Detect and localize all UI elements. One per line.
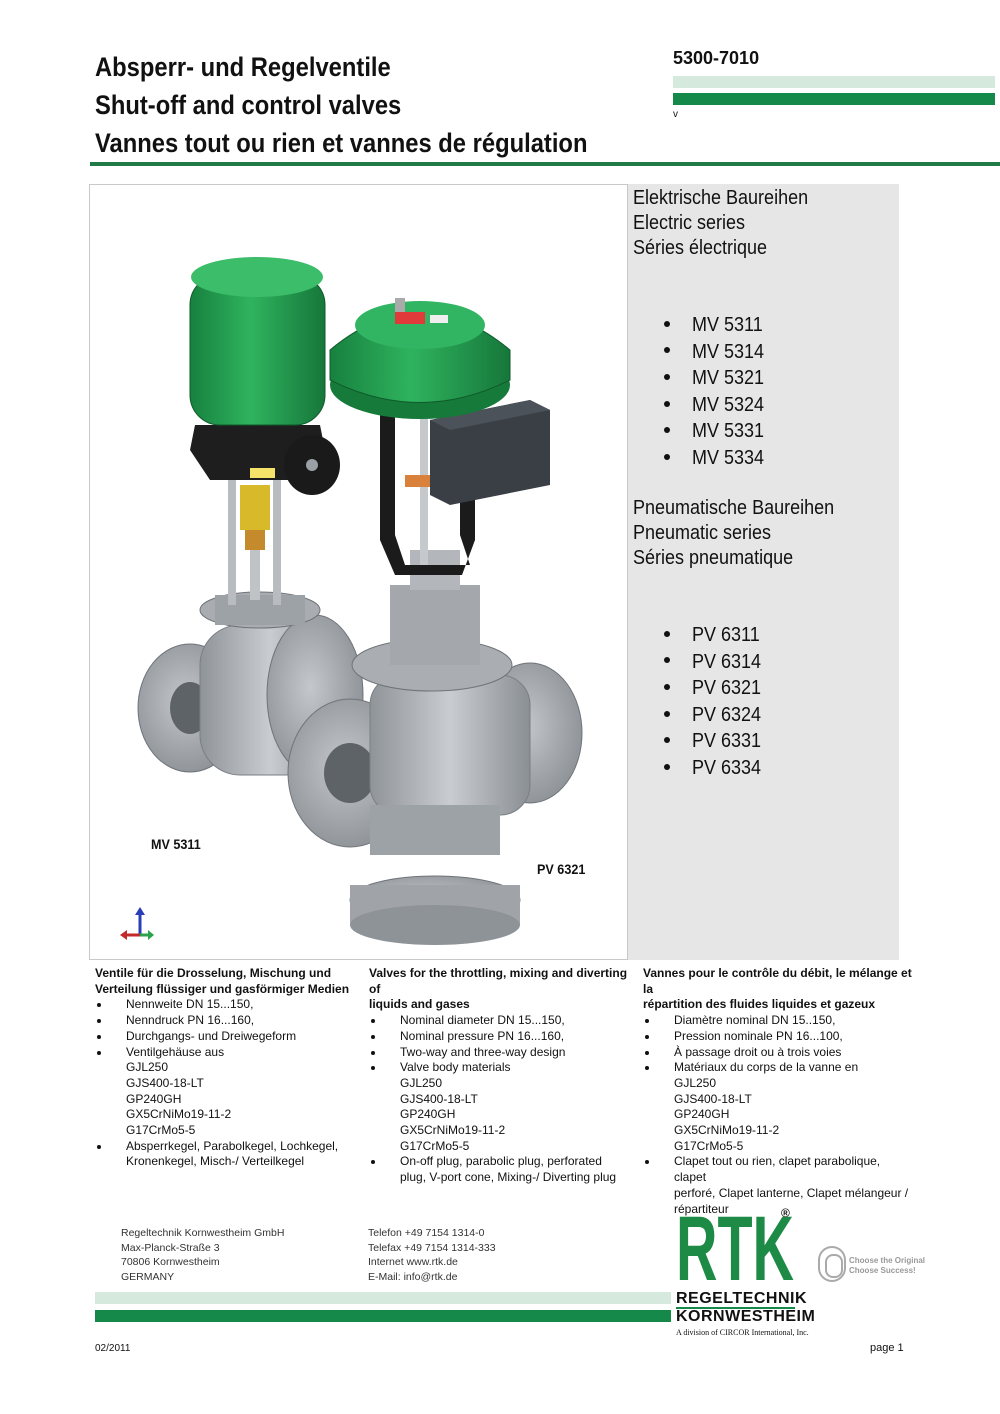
list-item-cont: perforé, Clapet lanterne, Clapet mélangeur / bbox=[674, 1185, 909, 1200]
registered-mark: ® bbox=[781, 1206, 790, 1220]
fax: Telefax +49 7154 1314-333 bbox=[368, 1241, 496, 1254]
electric-heading-fr: Séries électrique bbox=[633, 237, 768, 259]
seal-icon bbox=[818, 1246, 846, 1282]
phone: Telefon +49 7154 1314-0 bbox=[368, 1227, 485, 1239]
features-en-heading: Valves for the throttling, mixing and diverting of bbox=[369, 966, 628, 996]
title-fr: Vannes tout ou rien et vannes de régulation bbox=[95, 128, 588, 158]
electric-item: MV 5334 bbox=[664, 445, 772, 472]
list-item: On-off plug, parabolic plug, perforated bbox=[369, 1154, 634, 1170]
electric-item: MV 5311 bbox=[664, 312, 771, 339]
material: GP240GH bbox=[400, 1107, 456, 1122]
electric-actuator bbox=[190, 257, 340, 495]
electric-heading-de: Elektrische Baureihen bbox=[633, 187, 809, 209]
pneumatic-item: PV 6324 bbox=[664, 702, 769, 729]
footer-bar-green bbox=[95, 1310, 671, 1322]
material: GX5CrNiMo19-11-2 bbox=[126, 1107, 232, 1122]
material: GX5CrNiMo19-11-2 bbox=[400, 1123, 506, 1138]
features-en-list bbox=[369, 1013, 634, 1076]
list-item: Clapet tout ou rien, clapet parabolique, clapet bbox=[643, 1154, 913, 1185]
features-fr-heading: Vannes pour le contrôle du débit, le mélange et la bbox=[643, 966, 912, 996]
material: GP240GH bbox=[674, 1107, 730, 1122]
list-item: Two-way and three-way design bbox=[369, 1045, 634, 1061]
company-name-1: REGELTECHNIK bbox=[676, 1290, 808, 1307]
company-address: Regeltechnik Kornwestheim GmbH Max-Planck-Straße 3 70806 Kornwestheim GERMANY bbox=[121, 1227, 285, 1283]
material: GJL250 bbox=[126, 1060, 169, 1075]
electric-item: MV 5331 bbox=[664, 418, 772, 445]
mv-yoke bbox=[228, 475, 281, 605]
electric-item: MV 5321 bbox=[664, 365, 772, 392]
list-item: Matériaux du corps de la vanne en bbox=[643, 1060, 913, 1076]
pneumatic-item: PV 6334 bbox=[664, 755, 769, 782]
pneumatic-heading-de: Pneumatische Baureihen bbox=[633, 497, 835, 519]
list-item: Nominal pressure PN 16...160, bbox=[369, 1029, 634, 1045]
pneumatic-item: PV 6321 bbox=[664, 675, 769, 702]
features-de-heading: Ventile für die Drosselung, Mischung und bbox=[95, 966, 332, 980]
list-item-cont: plug, V-port cone, Mixing-/ Diverting plug bbox=[400, 1170, 617, 1185]
page-number: page 1 bbox=[870, 1342, 904, 1354]
series-panel bbox=[628, 184, 899, 960]
features-de-heading: Verteilung flüssiger und gasförmiger Medien bbox=[95, 981, 350, 996]
title-de: Absperr- und Regelventile bbox=[95, 52, 391, 82]
features-de bbox=[95, 966, 360, 1170]
axis-triad-icon bbox=[120, 907, 154, 940]
list-item-cont: répartiteur bbox=[674, 1201, 729, 1216]
pneumatic-heading-fr: Séries pneumatique bbox=[633, 547, 794, 569]
revision-mark: v bbox=[673, 109, 678, 120]
material: GJS400-18-LT bbox=[400, 1091, 478, 1106]
electric-heading-en: Electric series bbox=[633, 212, 746, 234]
features-fr bbox=[643, 966, 913, 1217]
electric-item: MV 5324 bbox=[664, 392, 772, 419]
title-en: Shut-off and control valves bbox=[95, 90, 402, 120]
label-pv-6321: PV 6321 bbox=[537, 861, 586, 877]
footer-bar-light bbox=[95, 1292, 671, 1304]
electric-item: MV 5314 bbox=[664, 339, 772, 366]
material: GJL250 bbox=[400, 1075, 443, 1090]
rtk-logo bbox=[676, 1204, 796, 1286]
material: GJS400-18-LT bbox=[674, 1091, 752, 1106]
issue-date: 02/2011 bbox=[95, 1343, 131, 1354]
list-item: Valve body materials bbox=[369, 1060, 634, 1076]
list-item: Absperrkegel, Parabolkegel, Lochkegel, bbox=[95, 1139, 360, 1155]
list-item: Nennweite DN 15...150, bbox=[95, 997, 360, 1013]
material: GX5CrNiMo19-11-2 bbox=[674, 1123, 780, 1138]
material: G17CrMo5-5 bbox=[674, 1138, 744, 1153]
pneumatic-actuator bbox=[330, 298, 510, 419]
header-rule bbox=[90, 162, 1000, 166]
features-de-list bbox=[95, 997, 360, 1060]
svg-text:RTK: RTK bbox=[676, 1204, 794, 1286]
material: GJL250 bbox=[674, 1075, 717, 1090]
list-item: À passage droit ou à trois voies bbox=[643, 1045, 913, 1061]
website-link[interactable]: Internet www.rtk.de bbox=[368, 1256, 458, 1269]
pneumatic-heading-en: Pneumatic series bbox=[633, 522, 772, 544]
slogan: Choose the Original Choose Success! bbox=[849, 1256, 926, 1275]
label-mv-5311: MV 5311 bbox=[151, 836, 201, 852]
material: GJS400-18-LT bbox=[126, 1075, 204, 1090]
features-fr-heading: répartition des fluides liquides et gazeux bbox=[643, 997, 876, 1012]
features-fr-list bbox=[643, 1013, 913, 1076]
list-item: Nominal diameter DN 15...150, bbox=[369, 1013, 634, 1029]
list-item: Durchgangs- und Dreiwegeform bbox=[95, 1029, 360, 1045]
company-contact bbox=[368, 1226, 496, 1284]
pneumatic-item: PV 6331 bbox=[664, 728, 769, 755]
material: GP240GH bbox=[126, 1091, 182, 1106]
material: G17CrMo5-5 bbox=[400, 1138, 470, 1153]
company-name-2: KORNWESTHEIM bbox=[676, 1308, 816, 1325]
pneumatic-item: PV 6311 bbox=[664, 622, 767, 649]
header-bar-green bbox=[673, 93, 995, 105]
material: G17CrMo5-5 bbox=[126, 1123, 196, 1138]
pv-valve-body bbox=[288, 550, 582, 945]
features-en bbox=[369, 966, 634, 1186]
list-item: Diamètre nominal DN 15..150, bbox=[643, 1013, 913, 1029]
title-block bbox=[95, 48, 655, 162]
list-item: Nenndruck PN 16...160, bbox=[95, 1013, 360, 1029]
list-item: Pression nominale PN 16...100, bbox=[643, 1029, 913, 1045]
header-bar-light bbox=[673, 76, 995, 88]
doc-number: 5300-7010 bbox=[673, 48, 760, 68]
division-note: A division of CIRCOR International, Inc. bbox=[676, 1328, 809, 1337]
list-item: Ventilgehäuse aus bbox=[95, 1045, 360, 1061]
product-image-frame bbox=[89, 184, 628, 960]
email-link[interactable]: E-Mail: info@rtk.de bbox=[368, 1270, 458, 1283]
pneumatic-item: PV 6314 bbox=[664, 649, 769, 676]
features-en-heading: liquids and gases bbox=[369, 997, 470, 1012]
list-item-cont: Kronenkegel, Misch-/ Verteilkegel bbox=[126, 1154, 305, 1169]
